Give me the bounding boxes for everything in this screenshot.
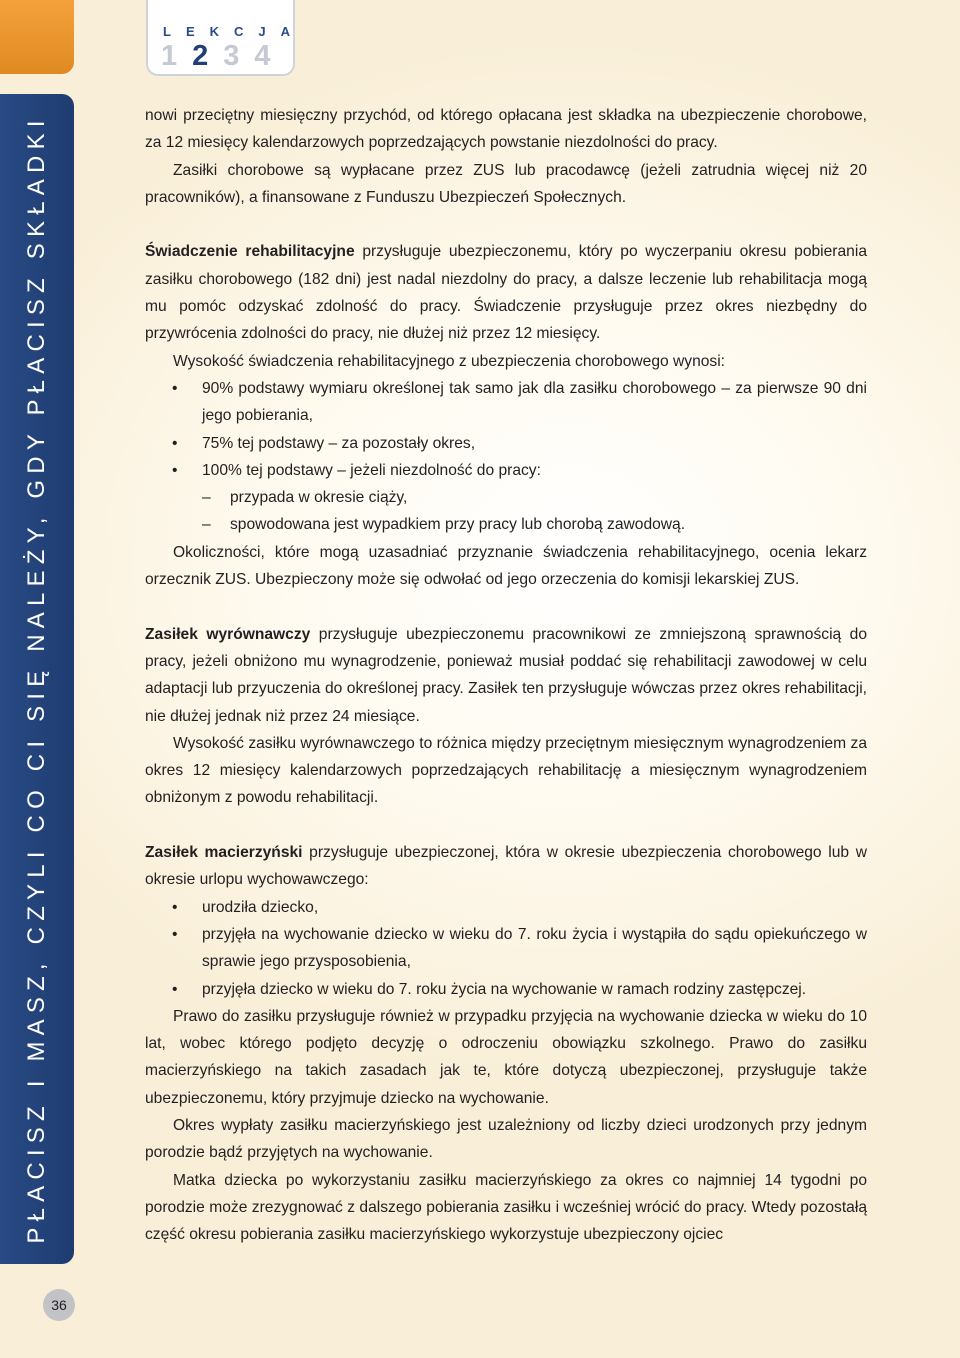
bullet-item: • 90% podstawy wymiaru określonej tak samo jak dla zasiłku chorobowego – za pierwsze 90 dni jego pobierania, — [145, 375, 867, 430]
term-bold: Zasiłek macierzyński — [145, 844, 303, 862]
term-bold: Świadczenie rehabilitacyjne — [145, 243, 355, 261]
term-bold: Zasiłek wyrównawczy — [145, 625, 311, 643]
paragraph-equalizing-benefit — [145, 621, 867, 730]
paragraph: Okoliczności, które mogą uzasadniać przyznanie świadczenia rehabilitacyjnego, ocenia lekarz orzecznik ZUS. Ubezpieczony może się odwołać od jego orzeczenia do komisji lekarskiej ZUS. — [145, 543, 867, 589]
section-title-vertical: PŁACISZ I MASZ, CZYLI CO CI SIĘ NALEŻY, GDY PŁACISZ SKŁADKI — [23, 114, 50, 1244]
page-number-badge: 36 — [43, 1289, 75, 1321]
paragraph: Wysokość świadczenia rehabilitacyjnego z ubezpieczenia chorobowego wynosi: — [173, 352, 726, 370]
paragraph: nowi przeciętny miesięczny przychód, od którego opłacana jest składka na ubezpieczenie chorobowe, za 12 miesięcy kalendarzowych poprzedzających powstanie niezdolności do pracy. — [145, 107, 867, 152]
paragraph: Prawo do zasiłku przysługuje również w przypadku przyjęcia na wychowanie dziecka w wieku do 10 lat, wobec którego podjęto decyzję o odroczeniu obowiązku szkolnego. Prawo do zasiłku macierzyńskiego na takich zasadach jak te, które dotyczą ubezpieczonej, przysługuje także ubezpieczonemu, który przyjmuje dziecko na wychowanie. — [145, 1007, 867, 1107]
corner-tab — [0, 0, 74, 74]
lesson-number-2-active: 2 — [192, 40, 209, 72]
bullet-item: • przyjęła dziecko w wieku do 7. roku życia na wychowanie w ramach rodziny zastępczej. — [145, 976, 867, 1003]
paragraph-text: przysługuje ubezpieczonemu pracownikowi ze zmniejszoną sprawnością do pracy, jeżeli obniżono mu wynagrodzenie, ponieważ musiał poddać się rehabilitacji zawodowej w celu adaptacji lub przyuczenia do określonej pracy. Zasiłek ten przysługuje wówczas przez okres rehabilitacji, nie dłużej jednak niż przez 24 miesiące. — [145, 625, 867, 725]
paragraph-text: przysługuje ubezpieczonej, która w okresie ubezpieczenia chorobowego lub w okresie urlopu wychowawczego: — [145, 844, 868, 889]
paragraph: Zasiłki chorobowe są wypłacane przez ZUS lub pracodawcę (jeżeli zatrudnia więcej niż 20 pracowników), a finansowane z Funduszu Ubezpieczeń Społecznych. — [145, 161, 867, 206]
lesson-number-4: 4 — [254, 40, 271, 72]
lesson-number-1: 1 — [161, 40, 178, 72]
lesson-numbers — [161, 39, 271, 73]
paragraph: Matka dziecka po wykorzystaniu zasiłku macierzyńskiego za okres co najmniej 14 tygodni po porodzie może zrezygnować z dalszego pobierania zasiłku i wcześniej wrócić do pracy. Wtedy pozostałą część okresu pobierania zasiłku macierzyńskiego wykorzystuje ubezpieczony ojciec — [145, 1171, 867, 1244]
bullet-item: • przyjęła na wychowanie dziecko w wieku do 7. roku życia i wystąpiła do sądu opiekuńczego w sprawie jego przysposobienia, — [145, 921, 867, 976]
bullet-item: • urodziła dziecko, — [145, 894, 867, 921]
paragraph-maternity-benefit — [145, 839, 867, 894]
paragraph-rehabilitation — [145, 238, 867, 347]
bullet-item: • 100% tej podstawy – jeżeli niezdolność do pracy: — [145, 457, 867, 484]
paragraph-text: przysługuje ubezpieczonemu, który po wyczerpaniu okresu pobierania zasiłku chorobowego (182 dni) jest nadal niezdolny do pracy, a dalsze leczenie lub rehabilitacja mogą mu pomóc odzyskać zdolność do pracy. Świadczenie przysługuje przez okres niezbędny do przywrócenia zdolności do pracy, nie dłużej niż przez 12 miesięcy. — [145, 243, 867, 343]
lesson-label: LEKCJA — [163, 24, 306, 39]
dash-item: – spowodowana jest wypadkiem przy pracy lub chorobą zawodową. — [145, 511, 867, 538]
bullet-item: • 75% tej podstawy – za pozostały okres, — [145, 430, 867, 457]
lesson-indicator — [146, 0, 306, 76]
paragraph: Wysokość zasiłku wyrównawczego to różnica między przeciętnym miesięcznym wynagrodzeniem za okres 12 miesięcy kalendarzowych poprzedzających rehabilitację a miesięcznym wynagrodzeniem obniżonym z powodu rehabilitacji. — [145, 734, 867, 807]
paragraph: Okres wypłaty zasiłku macierzyńskiego jest uzależniony od liczby dzieci urodzonych przy jednym porodzie bądź przyjętych na wychowanie. — [145, 1116, 867, 1162]
page-content — [145, 102, 867, 1248]
lesson-number-3: 3 — [223, 40, 240, 72]
dash-item: – przypada w okresie ciąży, — [145, 484, 867, 511]
